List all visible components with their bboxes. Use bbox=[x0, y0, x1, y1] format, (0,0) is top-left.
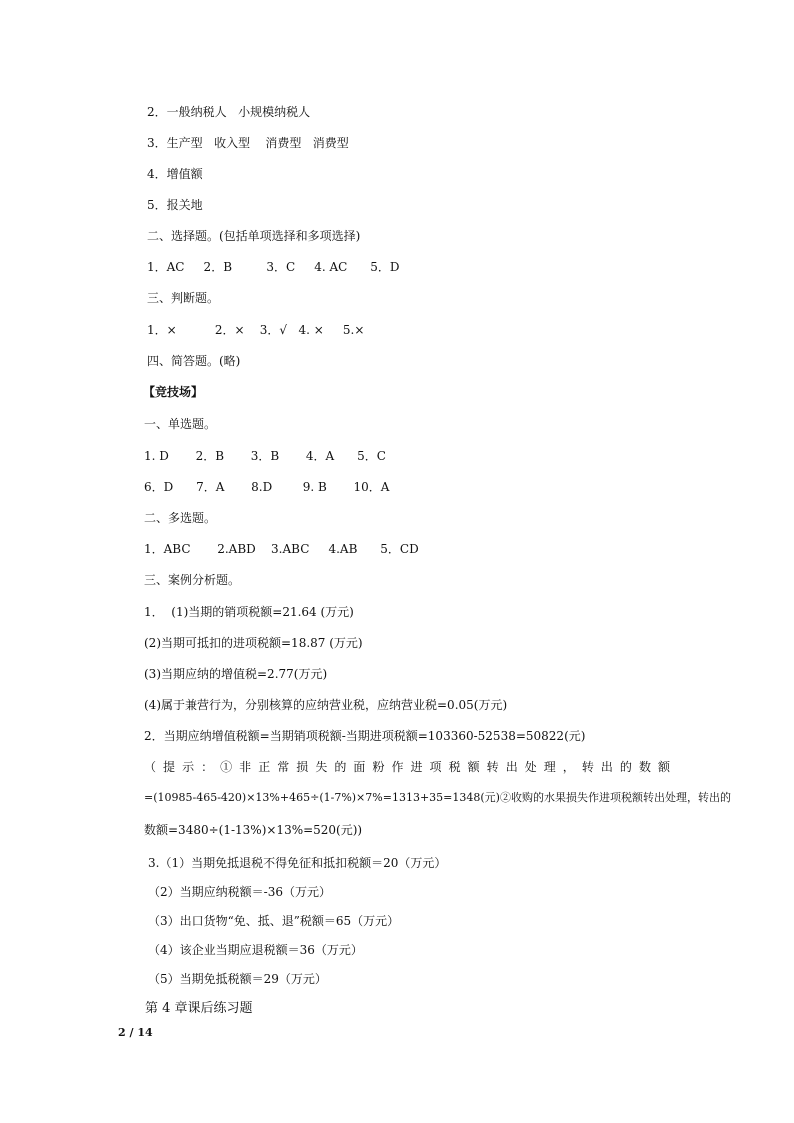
case-2-hint-line-3: 数额=3480÷(1-13%)×13%=520(元)) bbox=[144, 823, 363, 837]
answer-line-blank-2: 2．一般纳税人 小规模纳税人 bbox=[147, 105, 311, 119]
case-3-line-4: （4）该企业当期应退税额＝36（万元） bbox=[148, 943, 363, 957]
case-3-line-3: （3）出口货物“免、抵、退”税额＝65（万元） bbox=[148, 914, 400, 928]
case-2-hint-line-1: （提示：①非正常损失的面粉作进项税额转出处理，转出的数额 bbox=[144, 760, 673, 774]
answer-line-blank-3: 3．生产型 收入型 消费型 消费型 bbox=[147, 136, 349, 150]
answer-line-multi-choice: 1．ABC 2.ABD 3.ABC 4.AB 5．CD bbox=[144, 542, 419, 556]
arena-heading: 【竞技场】 bbox=[143, 385, 204, 399]
case-1-line-2: (2)当期可抵扣的进项税额=18.87 (万元) bbox=[144, 636, 363, 650]
section-heading-choice: 二、选择题。(包括单项选择和多项选择) bbox=[147, 229, 361, 243]
case-2-line-1: 2．当期应纳增值税额=当期销项税额-当期进项税额=103360-52538=50822(元) bbox=[144, 729, 586, 743]
section-heading-case-analysis: 三、案例分析题。 bbox=[144, 573, 241, 587]
answer-line-choice: 1．AC 2．B 3．C 4. AC 5．D bbox=[147, 260, 400, 274]
answer-line-single-choice-1: 1. D 2．B 3．B 4．A 5．C bbox=[144, 449, 386, 463]
case-1-line-1: 1． (1)当期的销项税额=21.64 (万元) bbox=[144, 605, 354, 619]
case-1-line-3: (3)当期应纳的增值税=2.77(万元) bbox=[144, 667, 328, 681]
answer-line-blank-5: 5．报关地 bbox=[147, 198, 203, 212]
answer-line-judgment: 1．× 2．× 3．√ 4. × 5.× bbox=[147, 323, 365, 337]
chapter-heading: 第 4 章课后练习题 bbox=[145, 1001, 253, 1016]
case-3-line-5: （5）当期免抵税额＝29（万元） bbox=[148, 972, 327, 986]
case-3-line-2: （2）当期应纳税额＝-36（万元） bbox=[148, 885, 331, 899]
section-heading-short-answer: 四、简答题。(略) bbox=[147, 354, 241, 368]
section-heading-judgment: 三、判断题。 bbox=[147, 291, 220, 305]
case-3-line-1: 3.（1）当期免抵退税不得免征和抵扣税额＝20（万元） bbox=[148, 856, 447, 870]
case-1-line-4: (4)属于兼营行为，分别核算的应纳营业税，应纳营业税=0.05(万元) bbox=[144, 698, 508, 712]
answer-line-single-choice-2: 6．D 7．A 8.D 9. B 10．A bbox=[144, 480, 390, 494]
page-number: 2 / 14 bbox=[118, 1026, 153, 1039]
section-heading-single-choice: 一、单选题。 bbox=[144, 417, 217, 431]
answer-line-blank-4: 4．增值额 bbox=[147, 167, 203, 181]
section-heading-multi-choice: 二、多选题。 bbox=[144, 511, 217, 525]
case-2-hint-line-2: =(10985-465-420)×13%+465÷(1-7%)×7%=1313+35=1348(元)②收购的水果损失作进项税额转出处理，转出的 bbox=[144, 791, 731, 804]
